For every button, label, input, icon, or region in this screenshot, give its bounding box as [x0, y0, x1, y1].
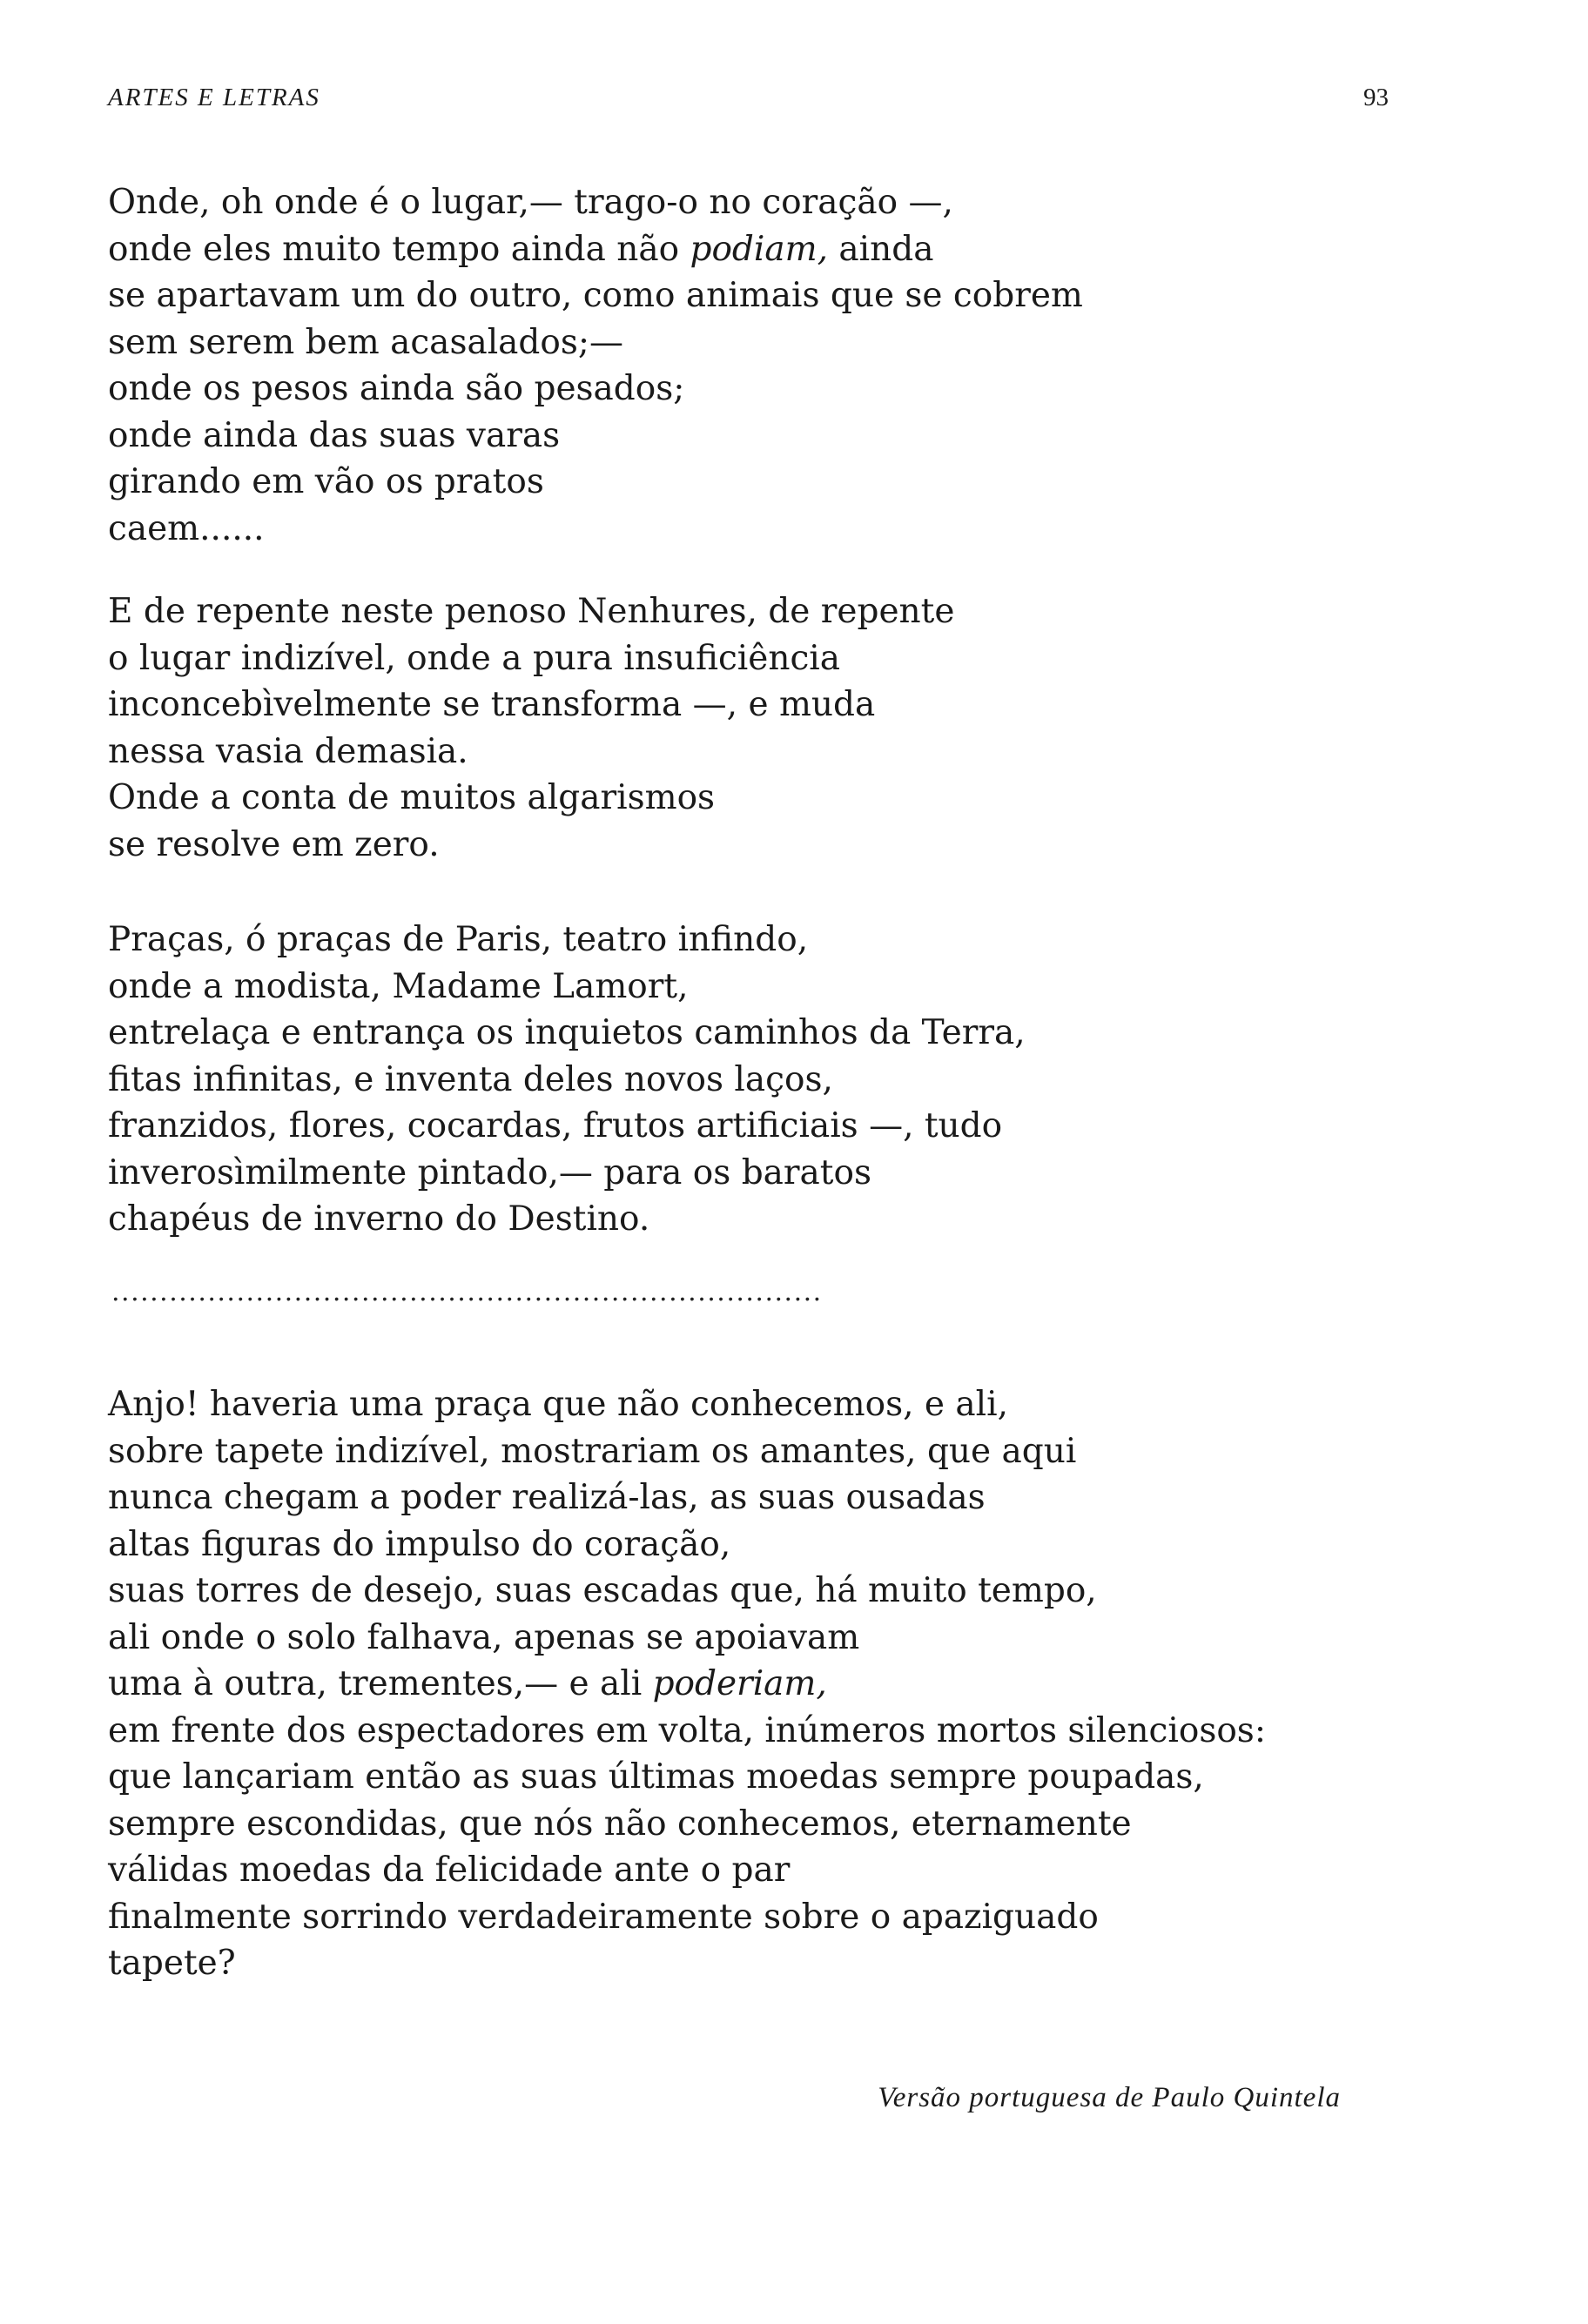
poem-line: [108, 1196, 1026, 1243]
poem-line: [108, 917, 1026, 964]
poem-line: [108, 1894, 1266, 1941]
line-text: fitas infinitas, e inventa deles novos laços,: [108, 1059, 833, 1099]
stanza: [108, 179, 1083, 552]
emphasized-text: podiam,: [690, 229, 828, 269]
poem-line: [108, 226, 1083, 273]
line-text: que lançariam então as suas últimas moedas sempre poupadas,: [108, 1757, 1204, 1797]
poem-line: [108, 1754, 1266, 1801]
line-text: sobre tapete indizível, mostrariam os amantes, que aqui: [108, 1431, 1077, 1471]
poem-line: [108, 1428, 1266, 1475]
poem-line: [108, 1057, 1026, 1104]
line-text: onde a modista, Madame Lamort,: [108, 966, 689, 1006]
line-text: ali onde o solo falhava, apenas se apoiavam: [108, 1617, 860, 1657]
poem-line: [108, 1615, 1266, 1662]
line-text: finalmente sorrindo verdadeiramente sobre o apaziguado: [108, 1897, 1099, 1937]
poem-line: [108, 1010, 1026, 1057]
line-text: onde os pesos ainda são pesados;: [108, 369, 685, 408]
poem-line: [108, 366, 1083, 413]
line-text: chapéus de inverno do Destino.: [108, 1199, 650, 1239]
poem-line: [108, 459, 1083, 506]
line-text: girando em vão os pratos: [108, 462, 544, 501]
emphasized-text: poderiam,: [652, 1664, 827, 1703]
poem-line: [108, 822, 954, 869]
line-text: uma à outra, trementes,— e ali: [108, 1664, 653, 1703]
line-text: suas torres de desejo, suas escadas que, há muito tempo,: [108, 1571, 1097, 1610]
line-text: nunca chegam a poder realizá-las, as suas ousadas: [108, 1478, 986, 1517]
line-text: válidas moedas da felicidade ante o par: [108, 1850, 791, 1890]
poem-line: [108, 1847, 1266, 1894]
line-text: se resolve em zero.: [108, 824, 440, 864]
line-text: tapete?: [108, 1944, 236, 1983]
translator-attribution: Versão portuguesa de Paulo Quintela: [878, 2082, 1341, 2113]
poem-line: [108, 1474, 1266, 1521]
poem-line: [108, 1568, 1266, 1615]
stanza: [108, 1381, 1266, 1987]
line-text: E de repente neste penoso Nenhures, de repente: [108, 592, 955, 631]
line-text: entrelaça e entrança os inquietos caminhos da Terra,: [108, 1013, 1026, 1052]
line-text: franzidos, flores, cocardas, frutos artificiais —, tudo: [108, 1106, 1003, 1145]
poem-line: [108, 1708, 1266, 1755]
line-text: nessa vasia demasia.: [108, 731, 468, 771]
poem-line: [108, 1801, 1266, 1848]
poem-line: [108, 635, 954, 682]
line-text: ainda: [828, 229, 934, 269]
poem-line: [108, 319, 1083, 366]
poem-line: [108, 588, 954, 635]
poem-line: [108, 1150, 1026, 1197]
stanza: [108, 588, 954, 868]
poem-line: [108, 1381, 1266, 1428]
line-text: inverosìmilmente pintado,— para os baratos: [108, 1152, 871, 1192]
line-text: altas figuras do impulso do coração,: [108, 1524, 731, 1564]
line-text: Anjo! haveria uma praça que não conhecemos, e ali,: [108, 1385, 1008, 1424]
poem-line: [108, 413, 1083, 460]
poem-line: [108, 1103, 1026, 1150]
line-text: Onde a conta de muitos algarismos: [108, 778, 716, 817]
poem-line: [108, 775, 954, 822]
poem-line: [108, 1940, 1266, 1987]
line-text: onde eles muito tempo ainda não: [108, 229, 690, 269]
line-text: em frente dos espectadores em volta, inúmeros mortos silenciosos:: [108, 1710, 1266, 1750]
poem-line: [108, 1521, 1266, 1568]
line-text: inconcebìvelmente se transforma —, e muda: [108, 685, 876, 724]
stanza: [108, 917, 1026, 1243]
poem-line: [108, 272, 1083, 319]
line-text: sempre escondidas, que nós não conhecemos, eternamente: [108, 1803, 1132, 1844]
page-number: 93: [1363, 84, 1389, 111]
poem-line: [108, 964, 1026, 1011]
line-text: caem......: [108, 508, 265, 548]
poem-line: [108, 506, 1083, 553]
poem-line: [108, 682, 954, 729]
line-text: Praças, ó praças de Paris, teatro infindo,: [108, 920, 809, 959]
section-separator: ..........................................................................: [111, 1280, 823, 1306]
running-head: ARTES E LETRAS: [108, 84, 320, 111]
line-text: Onde, oh onde é o lugar,— trago-o no coração —,: [108, 183, 953, 222]
line-text: onde ainda das suas varas: [108, 415, 561, 455]
poem-line: [108, 729, 954, 776]
line-text: o lugar indizível, onde a pura insuficiência: [108, 638, 841, 678]
poem-line: [108, 179, 1083, 226]
line-text: se apartavam um do outro, como animais que se cobrem: [108, 276, 1083, 315]
poem-line: [108, 1661, 1266, 1708]
line-text: sem serem bem acasalados;—: [108, 322, 624, 362]
